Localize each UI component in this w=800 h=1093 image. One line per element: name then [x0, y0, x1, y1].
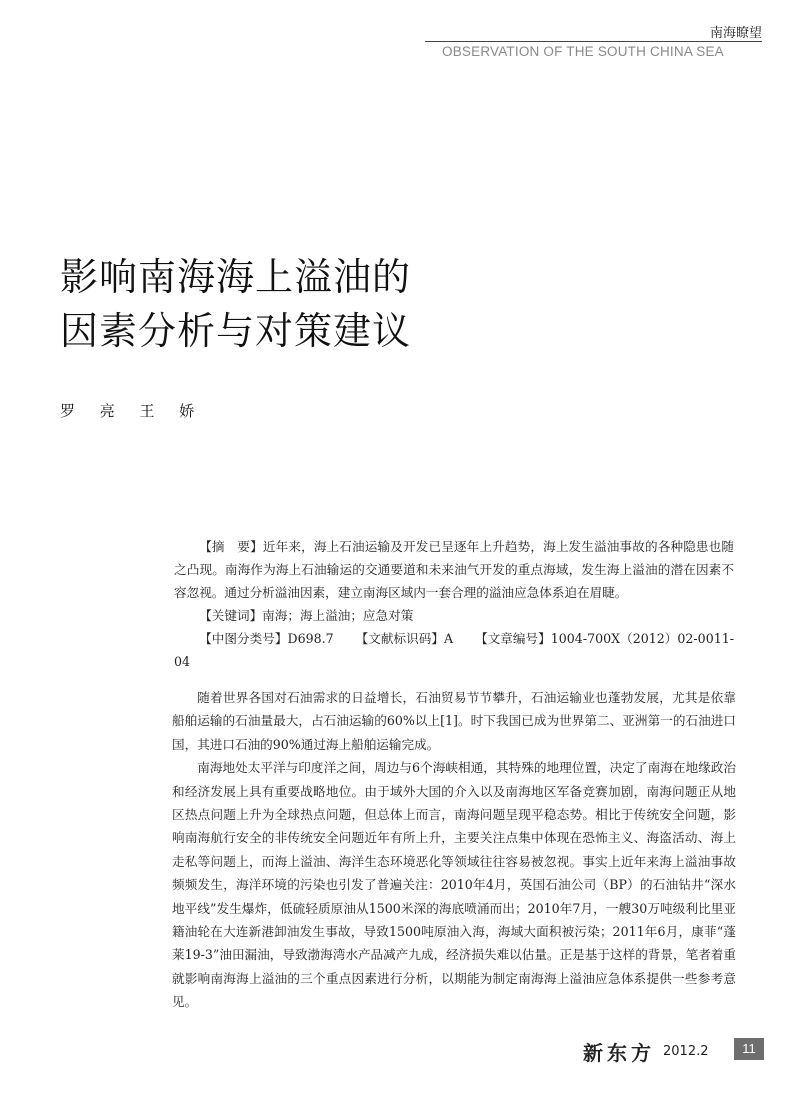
- article-body: [172, 686, 736, 1014]
- page-number: 11: [734, 1038, 764, 1060]
- issue-number: 2012.2: [663, 1044, 709, 1059]
- body-paragraph-1: 随着世界各国对石油需求的日益增长，石油贸易节节攀升，石油运输业也蓬勃发展，尤其是依靠船舶运输的石油量最大，占石油运输的60%以上[1]。时下我国已成为世界第二、亚洲第一的石油进口国，其进口石油的90%通过海上船舶运输完成。: [172, 690, 736, 752]
- body-paragraph-2: 南海地处太平洋与印度洋之间，周边与6个海峡相通，其特殊的地理位置，决定了南海在地缘政治和经济发展上具有重要战略地位。由于域外大国的介入以及南海地区军备竞赛加剧，南海问题正从地区热点问题上升为全球热点问题，但总体上而言，南海问题呈现平稳态势。相比于传统安全问题，影响南海航行安全的非传统安全问题近年有所上升，主要关注点集中体现在恐怖主义、海盗活动、海上走私等问题上，而海上溢油、海洋生态环境恶化等领域往往容易被忽视。事实上近年来海上溢油事故频频发生，海洋环境的污染也引发了普遍关注：2010年4月，英国石油公司（BP）的石油钻井“深水地平线”发生爆炸，低硫轻质原油从1500米深的海底喷涌而出；2010年7月，一艘30万吨级利比里亚籍油轮在大连新港卸油发生事故，导致1500吨原油入海，海域大面积被污染；2011年6月，康菲“蓬莱19-3”油田漏油，导致渤海湾水产品减产九成，经济损失难以估量。正是基于这样的背景，笔者着重就影响南海海上溢油的三个重点因素进行分析，以期能为制定南海海上溢油应急体系提供一些参考意见。: [172, 760, 736, 1010]
- classification-line: [174, 627, 734, 673]
- section-label-en: OBSERVATION OF THE SOUTH CHINA SEA: [442, 44, 724, 59]
- title-line-2: 因素分析与对策建议: [60, 309, 412, 353]
- article-number: 【文章编号】1004-700X（2012）02-0011-04: [174, 631, 734, 669]
- header-divider: [425, 41, 762, 42]
- article-title: [60, 250, 411, 358]
- keywords: 【关键词】南海；海上溢油；应急对策: [199, 608, 414, 623]
- abstract-block: [174, 535, 734, 673]
- magazine-logo: 新东方: [583, 1041, 655, 1065]
- section-label-cn: 南海瞭望: [709, 26, 762, 41]
- footer: [583, 1037, 709, 1066]
- abstract-text: 【摘 要】近年来，海上石油运输及开发已呈逐年上升趋势，海上发生溢油事故的各种隐患也随之凸现。南海作为海上石油输运的交通要道和未来油气开发的重点海域，发生海上溢油的潜在因素不容忽视。通过分析溢油因素，建立南海区域内一套合理的溢油应急体系迫在眉睫。: [174, 539, 734, 600]
- document-code: 【文献标识码】A: [355, 631, 454, 646]
- title-line-1: 影响南海海上溢油的: [60, 255, 412, 299]
- authors: 罗 亮 王 娇: [60, 402, 205, 420]
- clc-number: 【中图分类号】D698.7: [199, 631, 334, 646]
